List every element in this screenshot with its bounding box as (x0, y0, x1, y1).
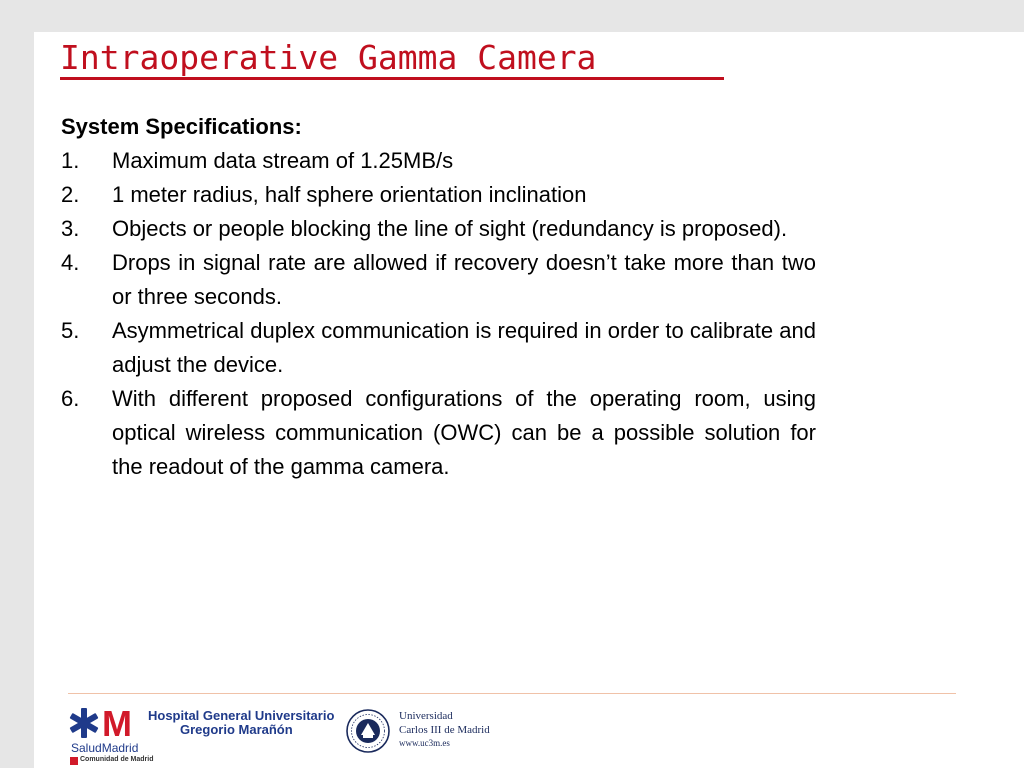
title-underline (60, 77, 724, 80)
spec-text: Drops in signal rate are allowed if recovery doesn’t take more than two or three seconds. (112, 250, 816, 309)
spec-item (61, 178, 816, 212)
university-name-line1: Universidad (399, 710, 453, 722)
hospital-name-line1: Hospital General Universitario (148, 708, 335, 723)
slide (34, 32, 1024, 768)
spec-item (61, 314, 816, 382)
comunidad-flag-icon (70, 757, 78, 765)
specs-heading: System Specifications: (61, 114, 302, 139)
asterisk-icon (68, 707, 100, 739)
slide-body (61, 110, 816, 484)
spec-text: With different proposed configurations of the operating room, using optical wireless communication (OWC) can be a possible solution for the readout of the gamma camera. (112, 386, 816, 479)
specs-list (61, 144, 816, 484)
spec-text: Maximum data stream of 1.25MB/s (112, 148, 454, 173)
comunidad-label: Comunidad de Madrid (80, 756, 154, 763)
spec-number: 5. (61, 318, 80, 343)
spec-number: 2. (61, 182, 80, 207)
spec-text: Asymmetrical duplex communication is required in order to calibrate and adjust the device. (112, 318, 816, 377)
university-website: www.uc3m.es (399, 738, 450, 748)
hospital-logo (68, 703, 335, 765)
spec-number: 6. (61, 386, 80, 411)
spec-item (61, 382, 816, 484)
footer-divider (68, 693, 956, 694)
university-logo (346, 707, 516, 763)
slide-title: Intraoperative Gamma Camera (60, 38, 597, 77)
spec-text: Objects or people blocking the line of sight (redundancy is proposed). (112, 216, 788, 241)
salud-madrid-label: SaludMadrid (71, 741, 139, 755)
university-seal-icon (346, 709, 390, 753)
hospital-name-line2: Gregorio Marañón (180, 722, 293, 737)
hospital-logo-mark: M (102, 703, 130, 744)
spec-item (61, 144, 816, 178)
spec-text: 1 meter radius, half sphere orientation inclination (112, 182, 587, 207)
spec-number: 3. (61, 216, 80, 241)
spec-item (61, 212, 816, 246)
university-name-line2: Carlos III de Madrid (399, 724, 490, 736)
spec-number: 4. (61, 250, 80, 275)
spec-item (61, 246, 816, 314)
spec-number: 1. (61, 148, 80, 173)
